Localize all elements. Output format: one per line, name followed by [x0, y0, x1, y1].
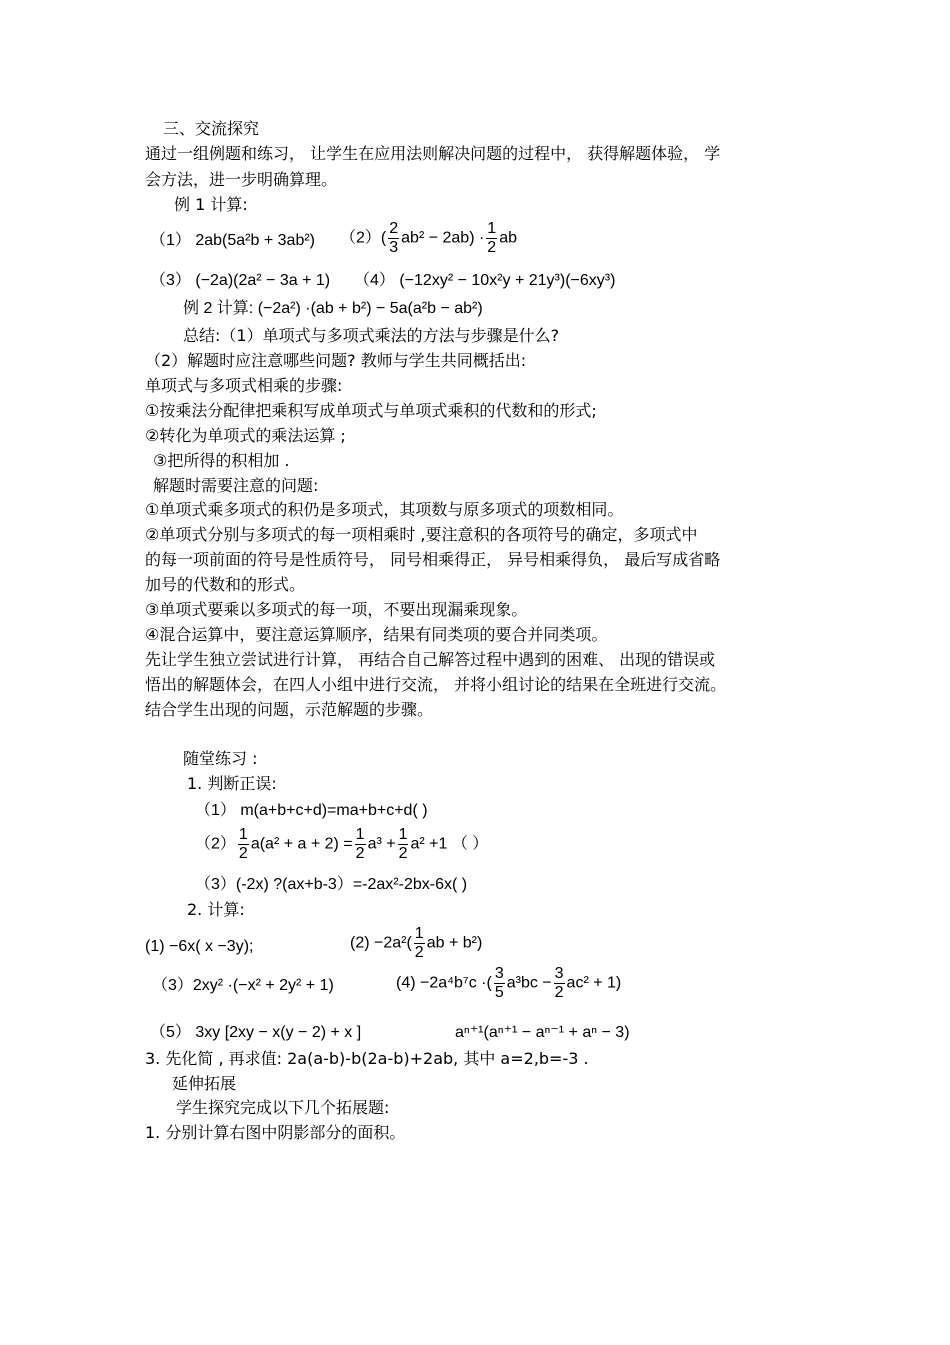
notes-title: 解题时需要注意的问题: — [153, 476, 319, 495]
practice-title: 随堂练习 : — [183, 749, 258, 768]
numerator: 1 — [355, 826, 365, 843]
note-2-line-3: 加号的代数和的形式。 — [145, 575, 306, 594]
question-2-4 — [396, 965, 621, 1002]
step-3: ③把所得的积相加 . — [153, 451, 290, 470]
math-expression: ab + b²) — [426, 934, 483, 952]
example-1-problem-4 — [354, 270, 615, 292]
problem-label: （3） — [150, 272, 191, 289]
denominator: 3 — [389, 239, 399, 256]
steps-title: 单项式与多项式相乘的步骤: — [145, 376, 343, 395]
numerator: 1 — [398, 826, 408, 843]
fraction — [388, 220, 399, 257]
note-3: ③单项式要乘以多项式的每一项，不要出现漏乘现象。 — [145, 600, 528, 619]
example-1-problem-1 — [150, 230, 315, 252]
step-1: ①按乘法分配律把乘积写成单项式与单项式乘积的代数和的形式; — [145, 401, 597, 420]
example-1-problem-2: （2）( $\frac{2}{3}$ ab² − 2ab) · $\frac{1}{2}$ ab — [340, 220, 517, 256]
fraction — [486, 220, 497, 257]
question-2-3: （3）2xy² ·(−x² + 2y² + 1) — [152, 977, 334, 994]
math-expression: (−12xy² − 10x²y + 21y³)(−6xy³) — [399, 272, 616, 289]
numerator: 1 — [414, 925, 424, 942]
math-expression: a² +1 （ ） — [410, 835, 489, 853]
fraction — [398, 826, 409, 863]
extension-title: 延伸拓展 — [172, 1074, 237, 1093]
fraction — [494, 965, 505, 1002]
problem-label: （2） — [195, 835, 236, 853]
example-1-problem-3 — [150, 270, 330, 292]
paragraph-line-2: 悟出的解题体会，在四人小组中进行交流， 并将小组讨论的结果在全班进行交流。 — [145, 675, 727, 694]
math-expression: (−2a²) ·(ab + b²) − 5a(a²b − ab²) — [257, 300, 483, 317]
denominator: 2 — [487, 239, 497, 256]
numerator: 3 — [554, 965, 564, 982]
fraction — [554, 965, 565, 1002]
denominator: 2 — [398, 845, 408, 862]
question-1-1: （1） m(a+b+c+d)=ma+b+c+d( ) — [195, 802, 428, 819]
question-1-3: （3）(-2x) ?(ax+b-3）=-2ax²-2bx-6x( ) — [195, 876, 468, 893]
math-expression: (−2a)(2a² − 3a + 1) — [195, 272, 331, 289]
math-expression: ab² − 2ab) · — [401, 229, 485, 247]
numerator: 3 — [494, 965, 504, 982]
problem-label: （1） — [150, 232, 191, 249]
fraction — [414, 925, 425, 962]
math-expression: 2ab(5a²b + 3ab²) — [195, 232, 315, 249]
math-expression: (4) −2a⁴b⁷c ·( — [396, 974, 492, 992]
fraction — [238, 826, 249, 863]
note-4: ④混合运算中，要注意运算顺序，结果有同类项的要合并同类项。 — [145, 625, 608, 644]
fraction — [355, 826, 366, 863]
extension-intro: 学生探究完成以下几个拓展题: — [176, 1098, 390, 1117]
question-2-5: （5） 3xy [2xy − x(y − 2) + x ] — [150, 1024, 362, 1041]
question-2-title: 2. 计算: — [187, 900, 245, 919]
summary-line-2: （2）解题时应注意哪些问题? 教师与学生共同概括出: — [145, 351, 527, 370]
question-2-2 — [350, 925, 482, 962]
example-1-label: 例 1 计算: — [174, 195, 248, 214]
paragraph-line-1: 先让学生独立尝试进行计算， 再结合自己解答过程中遇到的困难、 出现的错误或 — [145, 650, 716, 669]
numerator: 1 — [238, 826, 248, 843]
math-expression: (2) −2a²( — [350, 934, 412, 952]
note-2-line-2: 的每一项前面的符号是性质符号， 同号相乘得正， 异号相乘得负， 最后写成省略 — [145, 550, 721, 569]
denominator: 2 — [554, 984, 564, 1001]
question-1-title: 1. 判断正误: — [187, 774, 277, 793]
numerator: 1 — [487, 220, 497, 237]
step-2: ②转化为单项式的乘法运算 ; — [145, 426, 346, 445]
question-3: 3. 先化简 , 再求值: 2a(a-b)-b(2a-b)+2ab, 其中 a=2,b=-3 . — [145, 1049, 589, 1068]
math-expression: ab — [499, 229, 517, 247]
extension-question-1: 1. 分别计算右图中阴影部分的面积。 — [145, 1123, 406, 1142]
intro-line-2: 会方法，进一步明确算理。 — [145, 170, 338, 189]
question-2-1: (1) −6x( x −3y); — [145, 938, 254, 955]
denominator: 5 — [494, 984, 504, 1001]
problem-label: （4） — [354, 272, 395, 289]
numerator: 2 — [389, 220, 399, 237]
denominator: 2 — [238, 845, 248, 862]
summary-line-1: 总结:（1）单项式与多项式乘法的方法与步骤是什么? — [183, 326, 560, 345]
denominator: 2 — [414, 944, 424, 961]
problem-label: （2） — [340, 229, 381, 247]
question-1-2 — [195, 826, 488, 863]
example-2-label: 例 2 计算: — [183, 300, 254, 317]
paragraph-line-3: 结合学生出现的问题，示范解题的步骤。 — [145, 700, 434, 719]
note-2-line-1: ②单项式分别与多项式的每一项相乘时 ,要注意积的各项符号的确定，多项式中 — [145, 525, 698, 544]
math-expression: a³bc − — [506, 974, 552, 992]
section-heading: 三、交流探究 — [163, 119, 260, 138]
note-1: ①单项式乘多项式的积仍是多项式，其项数与原多项式的项数相同。 — [145, 500, 624, 519]
math-expression: a³ + — [367, 835, 396, 853]
math-expression: a(a² + a + 2) = — [250, 835, 353, 853]
math-expression: ac² + 1) — [566, 974, 622, 992]
question-2-6: aⁿ⁺¹(aⁿ⁺¹ − aⁿ⁻¹ + aⁿ − 3) — [455, 1024, 630, 1041]
denominator: 2 — [355, 845, 365, 862]
intro-line-1: 通过一组例题和练习， 让学生在应用法则解决问题的过程中， 获得解题体验， 学 — [145, 144, 721, 163]
example-2 — [183, 298, 483, 320]
